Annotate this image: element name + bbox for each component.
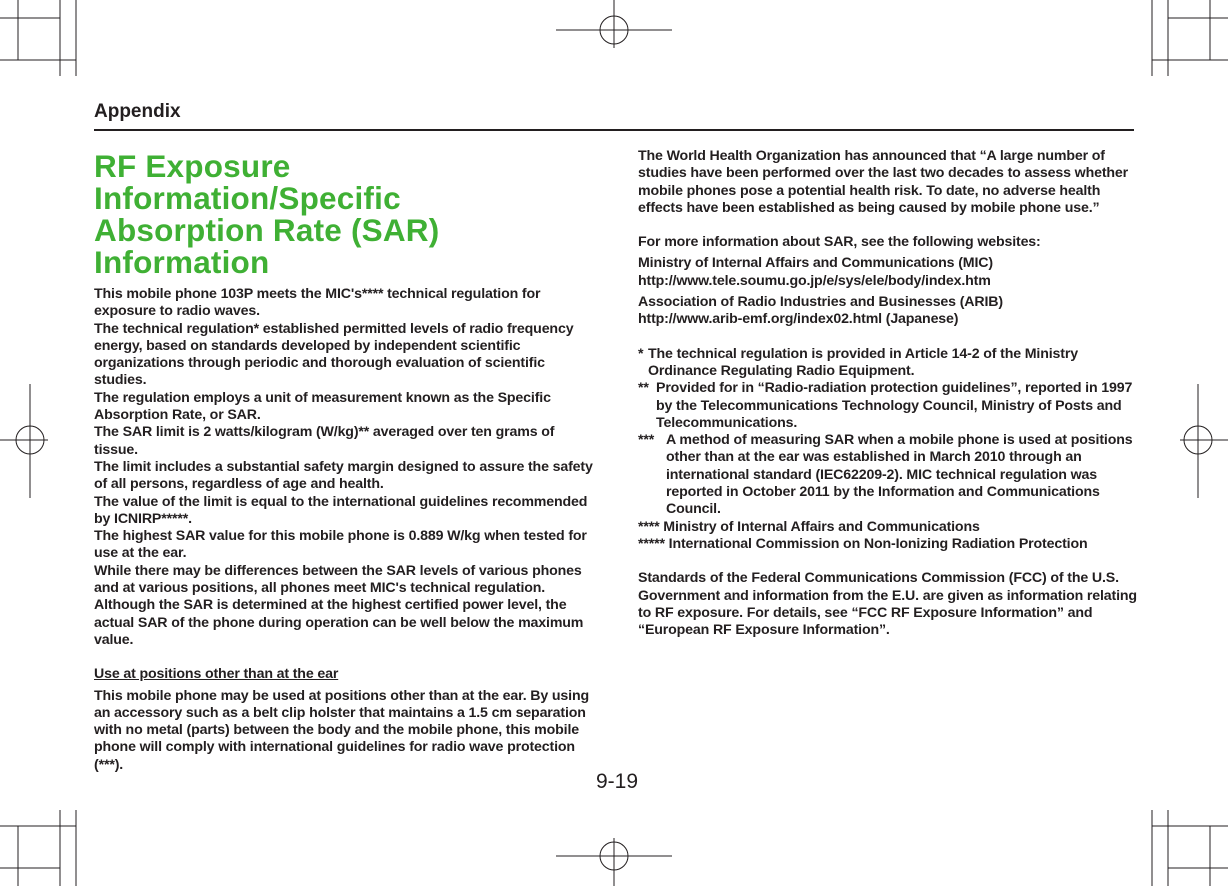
sar-paragraph: The highest SAR value for this mobile phone is 0.889 W/kg when tested for use at the ear. [94,528,587,562]
site-name-mic: Ministry of Internal Affairs and Communications (MIC) [638,255,993,272]
footnote: ***** International Commission on Non-Ionizing Radiation Protection [638,535,1088,552]
title-line-2: Absorption Rate (SAR) Information [94,212,440,280]
site-url-arib[interactable]: http://www.arib-emf.org/index02.html (Japanese) [638,311,959,328]
sar-paragraph: The SAR limit is 2 watts/kilogram (W/kg)** averaged over ten grams of tissue. [94,424,555,458]
left-column [94,150,594,774]
sar-paragraph: The limit includes a substantial safety margin designed to assure the safety of all persons, regardless of age and health. [94,458,593,493]
sar-paragraph: The value of the limit is equal to the international guidelines recommended by ICNIRP*****. [94,493,588,527]
sar-paragraph: The technical regulation* established permitted levels of radio frequency energy, based on standards developed by independent scientific organizations through periodic and thorough evaluation of scientific studies. [94,320,574,389]
page-title [94,150,594,278]
title-line-1: RF Exposure Information/Specific [94,148,401,216]
ear-section-body: This mobile phone may be used at positions other than at the ear. By using an accessory such as a belt clip holster that maintains a 1.5 cm separation with no metal (parts) between the body and the mobile phone, this mobile phone will comply with international guidelines for radio wave protection (***). [94,687,590,773]
ear-section-heading: Use at positions other than at the ear [94,666,339,683]
site-url-mic[interactable]: http://www.tele.soumu.go.jp/e/sys/ele/body/index.htm [638,272,991,289]
more-info-text: For more information about SAR, see the following websites: [638,234,1041,251]
right-column [638,148,1138,639]
sar-paragraph: The regulation employs a unit of measurement known as the Specific Absorption Rate, or SAR. [94,389,551,424]
footnote: ** Provided for in “Radio-radiation protection guidelines”, reported in 1997 by the Telecommunications Technology Council, Ministry of Posts and Telecommunications. [638,380,1133,431]
header-rule [94,129,1134,131]
page-number: 9-19 [595,770,639,793]
footnote: *** A method of measuring SAR when a mobile phone is used at positions other than at the ear was established in March 2010 through an international standard (IEC62209-2). MIC technical regulation was reported in October 2011 by the Information and Communications Council. [638,432,1133,518]
sar-paragraph: This mobile phone 103P meets the MIC's**** technical regulation for exposure to radio waves. [94,286,541,320]
sar-paragraph: Although the SAR is determined at the highest certified power level, the actual SAR of the phone during operation can be well below the maximum value. [94,597,584,648]
footnote: * The technical regulation is provided in Article 14-2 of the Ministry Ordinance Regulating Radio Equipment. [638,345,1078,379]
site-name-arib: Association of Radio Industries and Businesses (ARIB) [638,294,1003,311]
who-quote: The World Health Organization has announced that “A large number of studies have been performed over the last two decades to assess whether mobile phones pose a potential health risk. To date, no adverse health effects have been established as being caused by mobile phone use.” [638,148,1129,216]
sar-paragraph: While there may be differences between the SAR levels of various phones and at various positions, all phones meet MIC's technical regulation. [94,562,582,597]
footnote: **** Ministry of Internal Affairs and Communications [638,518,980,535]
section-label: Appendix [94,101,181,122]
standards-text: Standards of the Federal Communications Commission (FCC) of the U.S. Government and information from the E.U. are given as information relating to RF exposure. For details, see “FCC RF Exposure Information” and “European RF Exposure Information”. [638,570,1137,639]
